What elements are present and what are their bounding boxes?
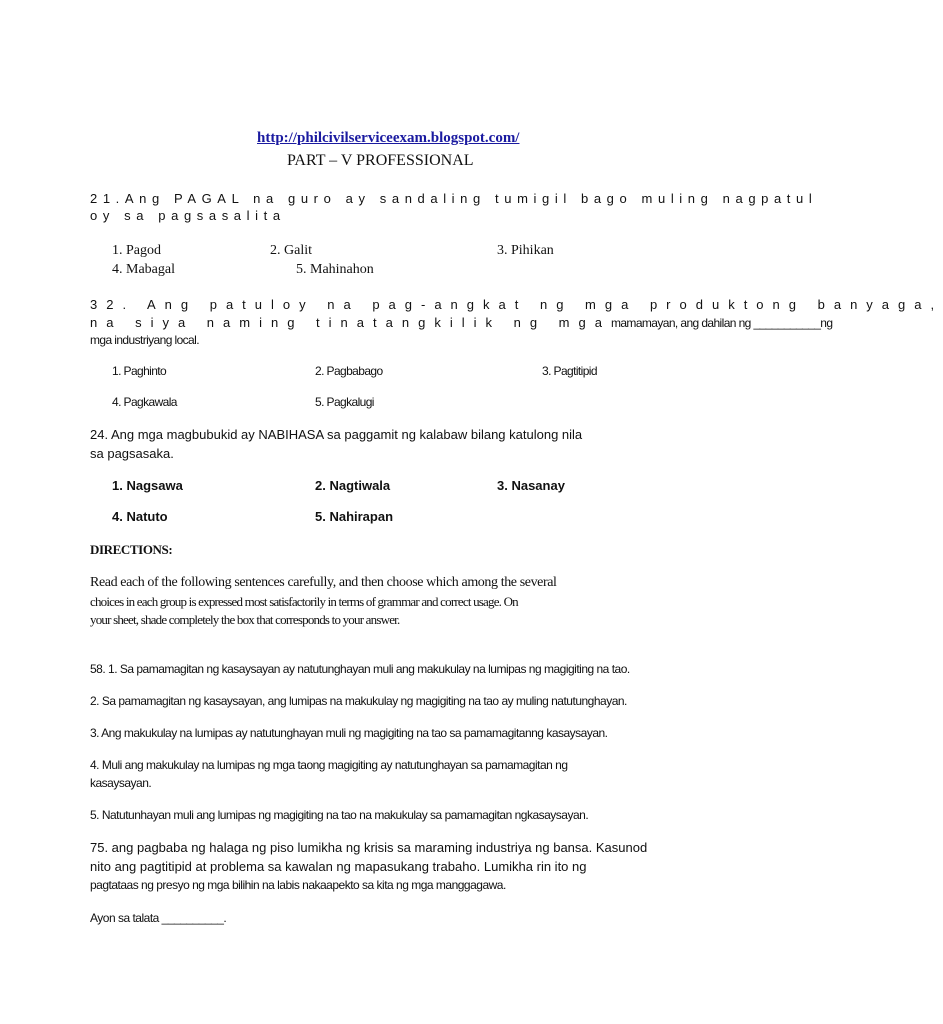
q58-option-2: 2. Sa pamamagitan ng kasaysayan, ang lumipas na makukulay ng magigiting na tao ay muling natutunghayan.	[90, 694, 627, 708]
question-32-line-2b: mamamayan, ang dahilan ng ___________ng	[610, 316, 833, 330]
question-75-line-1: 75. ang pagbaba ng halaga ng piso lumikha ng krisis sa maraming industriya ng bansa. Kasunod	[90, 840, 648, 855]
question-75-line-4: Ayon sa talata __________.	[90, 911, 227, 925]
directions-line-1: Read each of the following sentences carefully, and then choose which among the several	[90, 575, 557, 590]
q58-option-1: 58. 1. Sa pamamagitan ng kasaysayan ay natutunghayan muli ang makukulay na lumipas ng magigiting na tao.	[90, 662, 630, 676]
q32-option-2: 2. Pagbabago	[315, 364, 383, 378]
q32-option-4: 4. Pagkawala	[112, 395, 177, 409]
q21-option-3: 3. Pihikan	[497, 243, 554, 258]
question-21-line-2: oy sa pagsasalita	[90, 208, 286, 223]
q58-option-4-line-2: kasaysayan.	[90, 776, 152, 790]
q24-option-5: 5. Nahirapan	[315, 509, 394, 524]
q21-option-4: 4. Mabagal	[112, 262, 175, 277]
q21-option-5: 5. Mahinahon	[296, 262, 374, 277]
question-24-line-1: 24. Ang mga magbubukid ay NABIHASA sa paggamit ng kalabaw bilang katulong nila	[90, 427, 583, 442]
question-32-line-2a: na siya naming tinatangkilik ng mga	[90, 315, 611, 330]
q58-option-5: 5. Natutunhayan muli ang lumipas ng magigiting na tao na makukulay sa pamamagitan ngkasaysayan.	[90, 808, 589, 822]
source-url-link[interactable]: http://philcivilserviceexam.blogspot.com/	[257, 130, 520, 146]
q24-option-3: 3. Nasanay	[497, 478, 565, 493]
question-32-line-1: 32. Ang patuloy na pag-angkat ng mga produktong banyaga,	[90, 297, 943, 312]
q24-option-4: 4. Natuto	[112, 509, 168, 524]
q24-option-2: 2. Nagtiwala	[315, 478, 391, 493]
q58-option-4-line-1: 4. Muli ang makukulay na lumipas ng mga taong magigiting ay natutunghayan sa pamamagitan ng	[90, 758, 568, 772]
q24-option-1: 1. Nagsawa	[112, 478, 183, 493]
question-75-line-3: pagtataas ng presyo ng mga bilihin na labis nakaapekto sa kita ng mga manggagawa.	[90, 878, 506, 892]
q21-option-2: 2. Galit	[270, 243, 312, 258]
q32-option-5: 5. Pagkalugi	[315, 395, 374, 409]
question-24-line-2: sa pagsasaka.	[90, 446, 174, 461]
question-75-line-2: nito ang pagtitipid at problema sa kawalan ng mapasukang trabaho. Lumikha rin ito ng	[90, 859, 587, 874]
directions-heading: DIRECTIONS:	[90, 542, 173, 557]
q21-option-1: 1. Pagod	[112, 243, 161, 258]
question-32-line-2	[90, 314, 832, 332]
directions-line-3: your sheet, shade completely the box that corresponds to your answer.	[90, 612, 400, 627]
q58-option-3: 3. Ang makukulay na lumipas ay natutunghayan muli ng magigiting na tao sa pamamagitanng kasaysayan.	[90, 726, 608, 740]
directions-line-2: choices in each group is expressed most satisfactorily in terms of grammar and correct usage. On	[90, 594, 518, 609]
q32-option-1: 1. Paghinto	[112, 364, 167, 378]
question-32-line-3: mga industriyang local.	[90, 333, 199, 347]
question-21-line-1: 21.Ang PAGAL na guro ay sandaling tumigil bago muling nagpatul	[90, 191, 818, 206]
page-title: PART – V PROFESSIONAL	[287, 152, 474, 169]
q32-option-3: 3. Pagtitipid	[542, 364, 597, 378]
